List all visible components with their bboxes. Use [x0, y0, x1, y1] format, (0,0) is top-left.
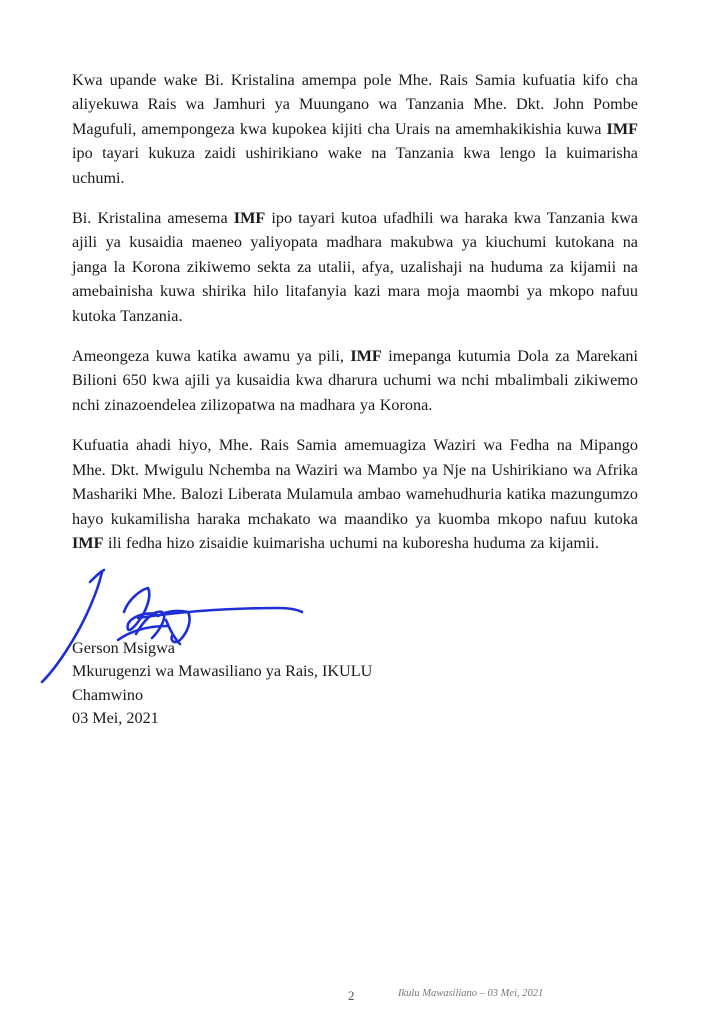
signatory-title: Mkurugenzi wa Mawasiliano ya Rais, IKULU	[72, 662, 373, 681]
text-run: ipo tayari kutoa ufadhili wa haraka kwa Tanzania kwa ajili ya kusaidia maeneo yaliyopata madhara makubwa ya kiuchumi kutokana na janga la Korona zikiwemo sekta za utalii, afya, uzalishaji na huduma za kijamii na amebainisha kuwa shirika hilo litafanyia kazi mara moja maombi ya mkopo nafuu kutoka Tanzania.	[72, 209, 638, 325]
bold-text-run: IMF	[606, 119, 638, 138]
text-run: Bi. Kristalina amesema	[72, 209, 234, 228]
text-run: ipo tayari kukuza zaidi ushirikiano wake na Tanzania kwa lengo la kuimarisha uchumi.	[72, 144, 638, 187]
body-text	[72, 68, 638, 571]
signature-block	[72, 637, 372, 731]
text-run: ili fedha hizo zisaidie kuimarisha uchumi na kuboresha huduma za kijamii.	[103, 533, 599, 552]
bold-text-run: IMF	[233, 209, 266, 228]
bold-text-run: IMF	[350, 347, 382, 366]
paragraph-1	[72, 68, 638, 190]
signatory-location: Chamwino	[72, 685, 144, 704]
signatory-date: 03 Mei, 2021	[72, 709, 159, 728]
footer-text: Ikulu Mawasiliano – 03 Mei, 2021	[398, 988, 544, 999]
paragraph-4	[72, 433, 638, 555]
text-run: Kwa upande wake Bi. Kristalina amempa pole Mhe. Rais Samia kufuatia kifo cha aliyekuwa Rais wa Jamhuri ya Muungano wa Tanzania Mhe. Dkt. John Pombe Magufuli, amempongeza kwa kupokea kijiti cha Urais na amemhakikishia kuwa	[72, 71, 638, 138]
text-run: Ameongeza kuwa katika awamu ya pili,	[72, 347, 351, 366]
paragraph-2	[72, 206, 638, 328]
text-run: imepanga kutumia Dola za Marekani Bilioni 650 kwa ajili ya kusaidia kwa dharura uchumi wa nchi mbalimbali zikiwemo nchi zinazoendelea zilizopatwa na madhara ya Korona.	[72, 347, 638, 414]
paragraph-3	[72, 344, 638, 417]
signatory-name: Gerson Msigwa	[72, 639, 175, 657]
bold-text-run: IMF	[72, 533, 104, 552]
page-number: 2	[348, 988, 355, 1003]
text-run: Kufuatia ahadi hiyo, Mhe. Rais Samia amemuagiza Waziri wa Fedha na Mipango Mhe. Dkt. Mwigulu Nchemba na Waziri wa Mambo ya Nje na Ushirikiano wa Afrika Mashariki Mhe. Balozi Liberata Mulamula ambao wamehudhuria katika mazungumzo hayo kukamilisha haraka mchakato wa maandiko ya kuomba mkopo nafuu kutoka	[72, 436, 638, 528]
